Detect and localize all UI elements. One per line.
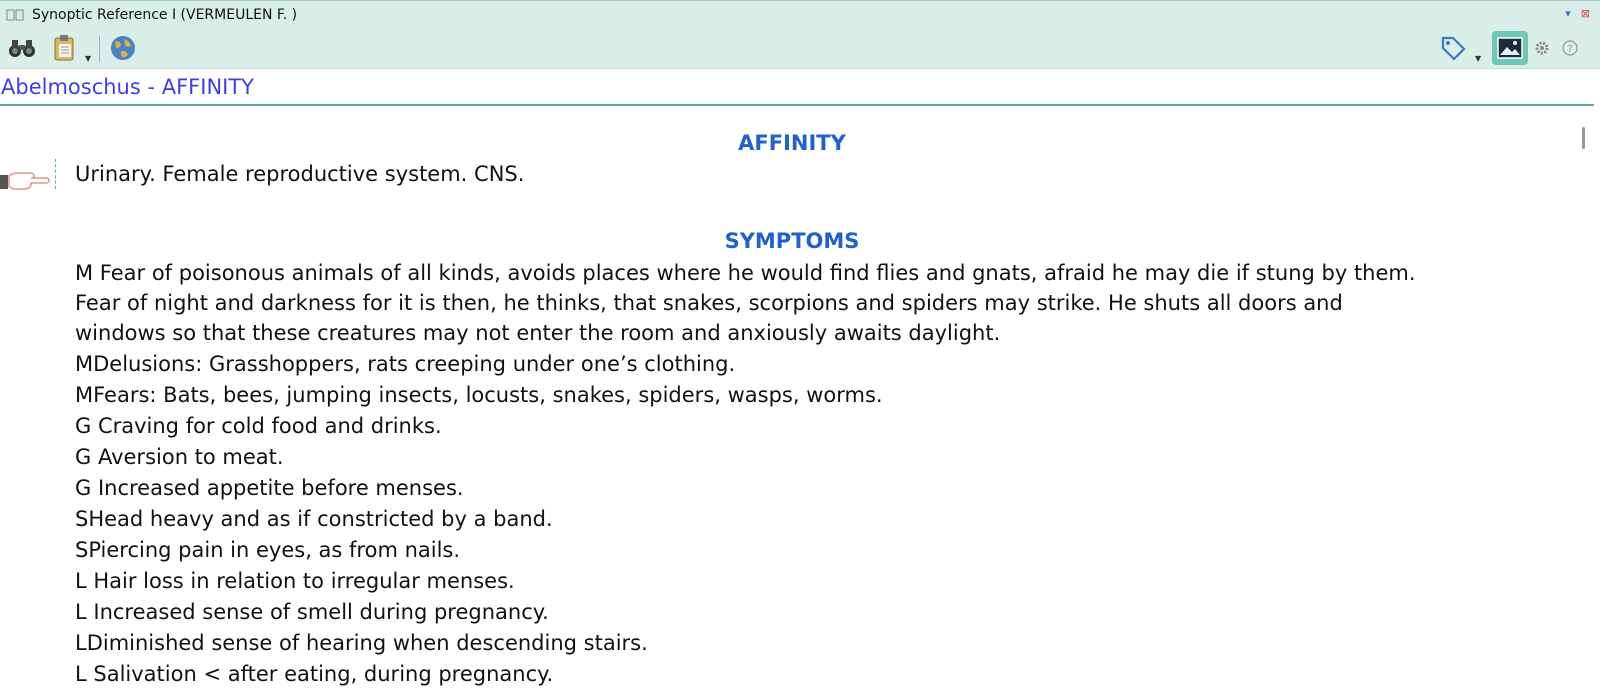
toolbar-separator [99, 36, 100, 62]
binoculars-icon [8, 38, 36, 58]
symptom-paragraph-line: Fear of night and darkness for it is then, he thinks, that snakes, scorpions and spiders may strike. He shuts all doors and [75, 291, 1343, 315]
help-button[interactable] [1558, 33, 1582, 63]
symptom-item: G Craving for cold food and drinks. [75, 414, 442, 438]
toolbar [0, 28, 1600, 69]
symptom-paragraph-line: windows so that these creatures may not enter the room and anxiously awaits daylight. [75, 321, 1001, 345]
clipboard-button[interactable] [48, 33, 80, 63]
vertical-scrollbar[interactable] [1584, 107, 1600, 700]
symptom-item: L Salivation < after eating, during pregnancy. [75, 662, 554, 686]
breadcrumb[interactable]: Abelmoschus - AFFINITY [0, 69, 1594, 106]
symptoms-heading: SYMPTOMS [724, 229, 860, 253]
clipboard-dropdown-icon[interactable]: ▼ [85, 54, 92, 63]
symptom-item: MFears: Bats, bees, jumping insects, locusts, snakes, spiders, wasps, worms. [75, 383, 883, 407]
symptom-item: SPiercing pain in eyes, as from nails. [75, 538, 461, 562]
scrollbar-thumb[interactable] [1582, 127, 1585, 149]
tag-dropdown-icon[interactable]: ▼ [1475, 54, 1482, 63]
tag-icon [1439, 34, 1467, 62]
image-icon [1497, 37, 1523, 59]
help-icon [1562, 40, 1578, 56]
image-toggle-button[interactable] [1492, 31, 1528, 65]
globe-button[interactable] [107, 33, 139, 63]
pointing-hand-icon[interactable] [0, 164, 52, 194]
symptom-item: L Increased sense of smell during pregnancy. [75, 600, 549, 624]
symptom-item: LDiminished sense of hearing when descending stairs. [75, 631, 648, 655]
symptom-item: G Aversion to meat. [75, 445, 284, 469]
symptom-paragraph-line: M Fear of poisonous animals of all kinds, avoids places where he would find flies and gnats, afraid he may die if stung by them. [75, 261, 1416, 285]
affinity-heading: AFFINITY [738, 131, 846, 155]
affinity-text: Urinary. Female reproductive system. CNS. [75, 162, 525, 186]
symptom-item: SHead heavy and as if constricted by a band. [75, 507, 553, 531]
window-title: Synoptic Reference I (VERMEULEN F. ) [32, 6, 298, 23]
gear-icon [1534, 40, 1550, 56]
globe-icon [109, 34, 137, 62]
marker-divider [55, 159, 56, 189]
svg-text:?: ? [1567, 44, 1573, 55]
document-content [0, 107, 1584, 700]
settings-button[interactable] [1530, 33, 1554, 63]
close-button[interactable]: ⊠ [1580, 7, 1590, 20]
tag-button[interactable] [1437, 33, 1469, 63]
clipboard-icon [52, 34, 76, 62]
symptom-item: G Increased appetite before menses. [75, 476, 464, 500]
search-button[interactable] [6, 33, 38, 63]
title-bar [0, 0, 1600, 28]
book-icon [6, 9, 24, 21]
minimize-button[interactable]: ▾ [1565, 7, 1571, 20]
symptom-item: L Hair loss in relation to irregular menses. [75, 569, 515, 593]
symptom-item: MDelusions: Grasshoppers, rats creeping under one’s clothing. [75, 352, 736, 376]
